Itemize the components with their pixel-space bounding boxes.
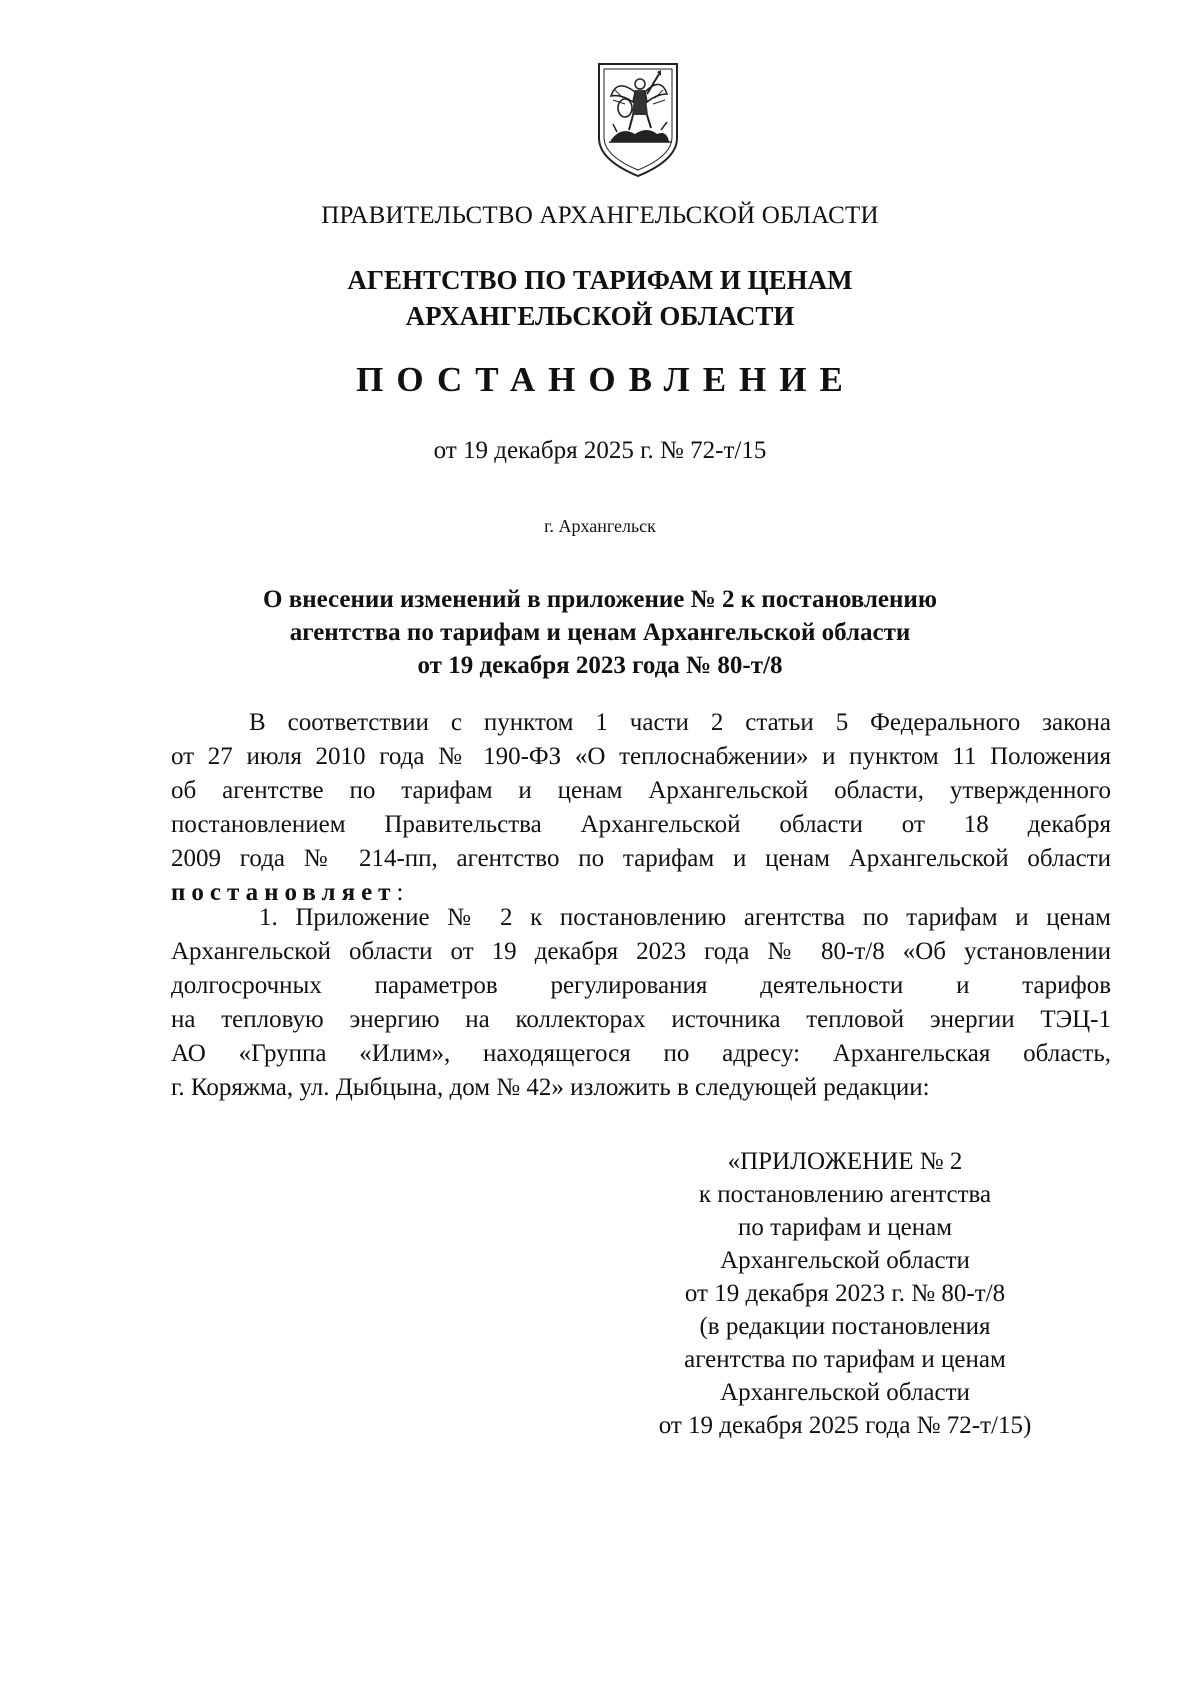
agency-title-line2: АРХАНГЕЛЬСКОЙ ОБЛАСТИ: [405, 301, 795, 331]
appendix-line1: «ПРИЛОЖЕНИЕ № 2: [727, 1148, 963, 1175]
agency-title-line1: АГЕНТСТВО ПО ТАРИФАМ И ЦЕНАМ: [347, 265, 853, 295]
appendix-line3: по тарифам и ценам: [737, 1214, 953, 1241]
appendix-line4: Архангельской области: [720, 1247, 970, 1274]
subject-line3: от 19 декабря 2023 года № 80-т/8: [417, 652, 783, 679]
preamble-line2: от 27 июля 2010 года № 190-ФЗ «О теплоснабжении» и пунктом 11 Положения: [171, 743, 1111, 770]
clause1-line2: Архангельской области от 19 декабря 2023 года № 80-т/8 «Об установлении: [171, 938, 1111, 965]
arkhangelsk-coat-of-arms-icon: [595, 60, 681, 180]
clause-1-paragraph: [171, 901, 1111, 1105]
document-subject: [0, 583, 1200, 682]
preamble-line1: В соответствии с пунктом 1 части 2 статьи 5 Федерального закона: [249, 709, 1111, 736]
decision-colon: :: [396, 879, 404, 906]
preamble-line5: 2009 года № 214-пп, агентство по тарифам и ценам Архангельской области: [171, 845, 1111, 872]
subject-line2: агентства по тарифам и ценам Архангельской области: [289, 619, 911, 646]
clause1-line3: долгосрочных параметров регулирования деятельности и тарифов: [171, 972, 1111, 999]
appendix-line2: к постановлению агентства: [698, 1181, 992, 1208]
appendix-line9: от 19 декабря 2025 года № 72-т/15): [658, 1412, 1032, 1439]
preamble-line3: об агентстве по тарифам и ценам Архангельской области, утвержденного: [171, 777, 1111, 804]
appendix-line6: (в редакции постановления: [699, 1313, 991, 1340]
document-city: г. Архангельск: [544, 516, 656, 536]
decision-word: постановляет: [171, 879, 397, 906]
appendix-header: [620, 1145, 1070, 1442]
appendix-line7: агентства по тарифам и ценам: [684, 1346, 1006, 1373]
preamble-paragraph: [171, 706, 1111, 910]
appendix-line8: Архангельской области: [720, 1379, 970, 1406]
government-title: ПРАВИТЕЛЬСТВО АРХАНГЕЛЬСКОЙ ОБЛАСТИ: [321, 202, 879, 229]
clause1-line1: 1. Приложение № 2 к постановлению агентства по тарифам и ценам: [259, 904, 1111, 931]
preamble-line4: постановлением Правительства Архангельской области от 18 декабря: [171, 811, 1111, 838]
clause1-line6: г. Коряжма, ул. Дыбцына, дом № 42» изложить в следующей редакции:: [171, 1074, 930, 1101]
subject-line1: О внесении изменений в приложение № 2 к постановлению: [263, 586, 937, 613]
appendix-line5: от 19 декабря 2023 г. № 80-т/8: [684, 1280, 1006, 1307]
clause1-line5: АО «Группа «Илим», находящегося по адресу: Архангельская область,: [171, 1040, 1111, 1067]
document-date-number: от 19 декабря 2025 г. № 72-т/15: [433, 437, 767, 464]
clause1-line4: на тепловую энергию на коллекторах источника тепловой энергии ТЭЦ-1: [171, 1006, 1111, 1033]
document-type: ПОСТАНОВЛЕНИЕ: [356, 360, 856, 399]
agency-title: [0, 262, 1200, 334]
